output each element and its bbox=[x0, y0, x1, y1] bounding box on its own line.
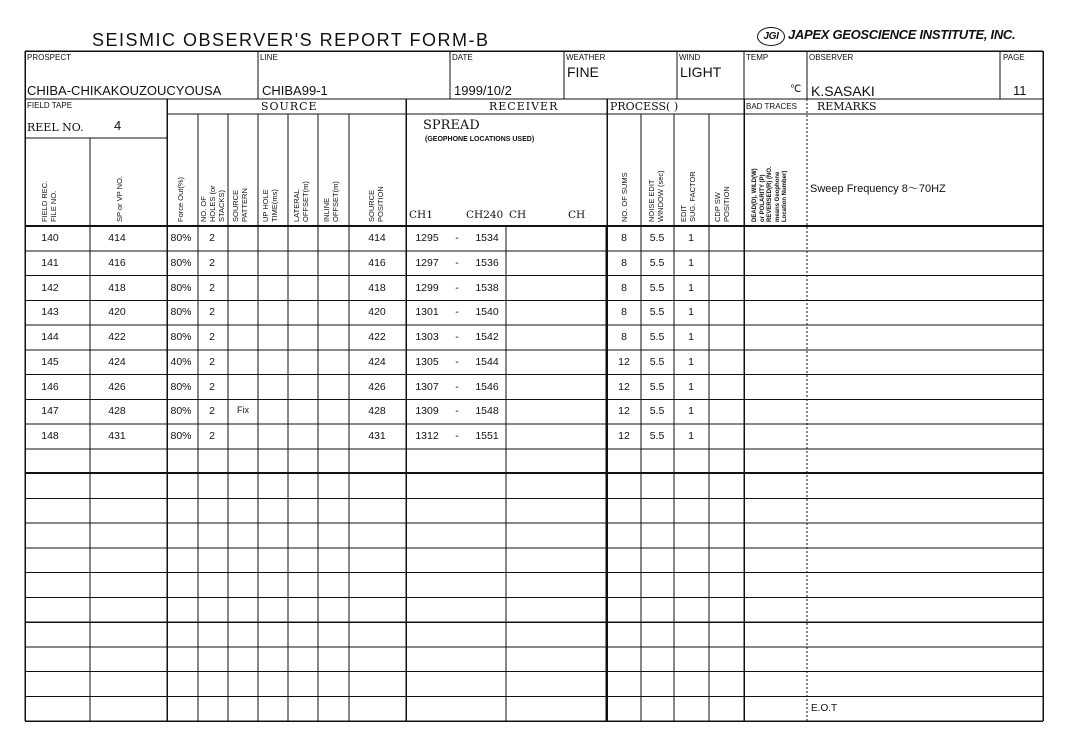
row-file-no: 148 bbox=[41, 430, 59, 442]
row-sums: 8 bbox=[621, 306, 627, 319]
no-holes-header: NO. OF HOLES (or STACKS) bbox=[199, 185, 226, 222]
receiver-section-label: RECEIVER bbox=[489, 100, 559, 113]
row-noise-window: 5.5 bbox=[649, 355, 665, 368]
row-file-no: 143 bbox=[41, 306, 59, 319]
row-edit-factor: 1 bbox=[688, 331, 694, 343]
process-section-label: PROCESS( ) bbox=[610, 100, 679, 113]
ch240-label: CH240 bbox=[466, 209, 504, 221]
weather-value: FINE bbox=[567, 64, 599, 80]
row-sp-no: 428 bbox=[108, 405, 126, 418]
row-holes: 2 bbox=[209, 405, 215, 418]
row-ch240: 1536 bbox=[475, 256, 499, 269]
sweep-remark: Sweep Frequency 8～70HZ bbox=[810, 183, 946, 195]
row-source-position: 431 bbox=[368, 430, 386, 442]
row-force-out: 80% bbox=[170, 306, 192, 319]
ch3-label: CH bbox=[509, 209, 527, 221]
row-holes: 2 bbox=[209, 256, 215, 269]
row-dash: - bbox=[455, 380, 459, 393]
row-sums: 8 bbox=[621, 256, 627, 269]
eot-remark: E.O.T bbox=[811, 703, 838, 714]
row-ch240: 1551 bbox=[475, 430, 499, 442]
prospect-value: CHIBA-CHIKAKOUZOUCYOUSA bbox=[27, 83, 222, 98]
row-file-no: 147 bbox=[41, 405, 59, 418]
page-label: PAGE bbox=[1003, 53, 1025, 62]
company-logo-icon: JGI bbox=[757, 27, 785, 46]
row-edit-factor: 1 bbox=[688, 405, 694, 418]
edit-sug-header: EDIT SUG. FACTOR bbox=[679, 171, 697, 222]
row-sums: 12 bbox=[618, 380, 630, 393]
row-ch1: 1303 bbox=[415, 331, 439, 343]
row-force-out: 80% bbox=[170, 281, 192, 294]
row-sp-no: 431 bbox=[108, 430, 126, 442]
row-file-no: 145 bbox=[41, 355, 59, 368]
row-sp-no: 424 bbox=[108, 355, 126, 368]
row-sums: 12 bbox=[618, 355, 630, 368]
row-sums: 12 bbox=[618, 405, 630, 418]
row-source-position: 422 bbox=[368, 331, 386, 343]
row-edit-factor: 1 bbox=[688, 281, 694, 294]
row-force-out: 80% bbox=[170, 405, 192, 418]
row-dash: - bbox=[455, 331, 459, 343]
row-holes: 2 bbox=[209, 355, 215, 368]
field-rec-header: FIELD REC. FILE NO. bbox=[40, 180, 58, 222]
company-label: JAPEX GEOSCIENCE INSTITUTE, INC. bbox=[788, 27, 1016, 42]
weather-label: WEATHER bbox=[566, 53, 606, 62]
page-value: 11 bbox=[1013, 83, 1027, 98]
row-edit-factor: 1 bbox=[688, 355, 694, 368]
row-source-position: 420 bbox=[368, 306, 386, 319]
date-value: 1999/10/2 bbox=[454, 83, 512, 98]
row-sp-no: 422 bbox=[108, 331, 126, 343]
row-noise-window: 5.5 bbox=[649, 331, 665, 343]
row-dash: - bbox=[455, 405, 459, 418]
reel-value: 4 bbox=[114, 118, 122, 133]
row-source-pattern: Fix bbox=[237, 405, 249, 416]
date-label: DATE bbox=[452, 53, 473, 62]
row-force-out: 80% bbox=[170, 232, 192, 244]
temp-unit: ℃ bbox=[790, 84, 802, 95]
row-noise-window: 5.5 bbox=[649, 232, 665, 244]
source-section-label: SOURCE bbox=[261, 100, 318, 113]
row-noise-window: 5.5 bbox=[649, 430, 665, 442]
bad-traces-label: BAD TRACES bbox=[746, 102, 797, 111]
row-holes: 2 bbox=[209, 281, 215, 294]
source-position-header: SOURCE POSITION bbox=[367, 186, 385, 222]
row-ch1: 1297 bbox=[415, 256, 439, 269]
row-ch1: 1307 bbox=[415, 380, 439, 393]
row-dash: - bbox=[455, 355, 459, 368]
row-dash: - bbox=[455, 232, 459, 244]
row-noise-window: 5.5 bbox=[649, 306, 665, 319]
noise-edit-header: NOISE EDIT WINDOW (sec) bbox=[647, 170, 665, 222]
row-file-no: 142 bbox=[41, 281, 59, 294]
row-sums: 8 bbox=[621, 331, 627, 343]
wind-label: WIND bbox=[679, 53, 701, 62]
temp-label: TEMP bbox=[746, 53, 769, 62]
row-sp-no: 418 bbox=[108, 281, 126, 294]
ch4-label: CH bbox=[568, 209, 586, 221]
form-title: SEISMIC OBSERVER'S REPORT FORM-B bbox=[92, 30, 490, 50]
row-force-out: 80% bbox=[170, 331, 192, 343]
row-sp-no: 414 bbox=[108, 232, 126, 244]
row-noise-window: 5.5 bbox=[649, 380, 665, 393]
row-force-out: 80% bbox=[170, 256, 192, 269]
row-dash: - bbox=[455, 256, 459, 269]
row-file-no: 141 bbox=[41, 256, 59, 269]
row-noise-window: 5.5 bbox=[649, 405, 665, 418]
row-source-position: 428 bbox=[368, 405, 386, 418]
row-file-no: 140 bbox=[41, 232, 59, 244]
field-tape-label: FIELD TAPE bbox=[27, 101, 73, 110]
row-holes: 2 bbox=[209, 232, 215, 244]
spread-label: SPREAD bbox=[423, 118, 480, 133]
row-sums: 8 bbox=[621, 281, 627, 294]
row-holes: 2 bbox=[209, 331, 215, 343]
row-noise-window: 5.5 bbox=[649, 281, 665, 294]
row-ch1: 1312 bbox=[415, 430, 439, 442]
sp-header: SP or VP NO. bbox=[115, 176, 124, 222]
row-ch240: 1548 bbox=[475, 405, 499, 418]
row-sp-no: 426 bbox=[108, 380, 126, 393]
row-source-position: 416 bbox=[368, 256, 386, 269]
line-label: LINE bbox=[260, 53, 278, 62]
ch1-label: CH1 bbox=[409, 209, 433, 221]
observer-label: OBSERVER bbox=[809, 53, 854, 62]
row-edit-factor: 1 bbox=[688, 232, 694, 244]
uphole-header: UP HOLE TIME(ms) bbox=[261, 189, 279, 222]
row-ch240: 1544 bbox=[475, 355, 499, 368]
wind-value: LIGHT bbox=[680, 64, 722, 80]
row-ch240: 1534 bbox=[475, 232, 499, 244]
no-sums-header: NO. OF SUMS bbox=[620, 172, 629, 222]
row-source-position: 414 bbox=[368, 232, 386, 244]
force-out-header: Force Out(%) bbox=[176, 176, 185, 222]
row-force-out: 40% bbox=[170, 355, 192, 368]
source-pattern-header: SOURCE PATTERN bbox=[231, 188, 249, 222]
row-holes: 2 bbox=[209, 380, 215, 393]
row-ch1: 1299 bbox=[415, 281, 439, 294]
row-ch1: 1301 bbox=[415, 306, 439, 319]
row-holes: 2 bbox=[209, 430, 215, 442]
remarks-label: REMARKS bbox=[817, 100, 877, 113]
row-dash: - bbox=[455, 430, 459, 442]
row-ch240: 1546 bbox=[475, 380, 499, 393]
row-force-out: 80% bbox=[170, 380, 192, 393]
row-source-position: 418 bbox=[368, 281, 386, 294]
prospect-label: PROSPECT bbox=[27, 53, 72, 62]
row-sums: 12 bbox=[618, 430, 630, 442]
row-dash: - bbox=[455, 281, 459, 294]
row-noise-window: 5.5 bbox=[649, 256, 665, 269]
line-value: CHIBA99-1 bbox=[262, 83, 328, 98]
row-ch1: 1305 bbox=[415, 355, 439, 368]
row-sp-no: 420 bbox=[108, 306, 126, 319]
row-force-out: 80% bbox=[170, 430, 192, 442]
spread-sub-label: (GEOPHONE LOCATIONS USED) bbox=[425, 136, 535, 143]
row-source-position: 424 bbox=[368, 355, 386, 368]
row-sums: 8 bbox=[621, 232, 627, 244]
row-ch1: 1309 bbox=[415, 405, 439, 418]
row-ch240: 1540 bbox=[475, 306, 499, 319]
row-source-position: 426 bbox=[368, 380, 386, 393]
row-edit-factor: 1 bbox=[688, 306, 694, 319]
reel-label: REEL NO. bbox=[27, 121, 84, 134]
row-holes: 2 bbox=[209, 306, 215, 319]
row-ch240: 1542 bbox=[475, 331, 499, 343]
row-edit-factor: 1 bbox=[688, 380, 694, 393]
bad-traces-detail-header: DEAD(D), WILD(W) or POLARITY (P) REVERSED(R) (NO. means Geophone Location Number) bbox=[752, 166, 788, 222]
row-edit-factor: 1 bbox=[688, 256, 694, 269]
inline-offset-header: INLINE OFFSET(m) bbox=[322, 181, 340, 222]
row-edit-factor: 1 bbox=[688, 430, 694, 442]
lateral-offset-header: LATERAL OFFSET(m) bbox=[292, 181, 310, 222]
row-ch1: 1295 bbox=[415, 232, 439, 244]
row-file-no: 144 bbox=[41, 331, 59, 343]
row-dash: - bbox=[455, 306, 459, 319]
row-file-no: 146 bbox=[41, 380, 59, 393]
row-ch240: 1538 bbox=[475, 281, 499, 294]
observer-value: K.SASAKI bbox=[811, 83, 875, 99]
cdp-sw-header: CDP SW POSITION bbox=[713, 186, 731, 222]
row-sp-no: 416 bbox=[108, 256, 126, 269]
